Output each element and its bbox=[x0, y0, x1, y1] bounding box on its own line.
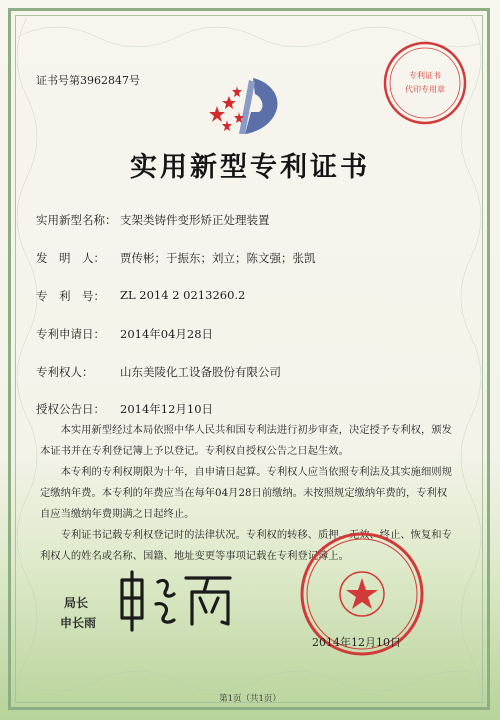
signature bbox=[112, 568, 244, 640]
grant-date-value: 2014年12月10日 bbox=[120, 402, 214, 416]
chief-name: 申长雨 bbox=[60, 616, 97, 630]
grant-date-label: 授权公告日： bbox=[36, 402, 105, 416]
body-paragraph-2: 本专利的专利权期限为十年，自申请日起算。专利权人应当依照专利法及其实施细则规定缴纳年费。本专利的年费应当在每年04月28日前缴纳。未按照规定缴纳年费的，专利权自应当缴纳年费期满之日起终止。 bbox=[40, 466, 452, 520]
body-paragraph-1: 本实用新型经过本局依照中华人民共和国专利法进行初步审查，决定授予专利权，颁发本证书并在专利登记簿上予以登记。专利权自授权公告之日起生效。 bbox=[40, 424, 452, 457]
patent-number-value: ZL 2014 2 0213260.2 bbox=[120, 288, 246, 302]
chief-title: 局长 bbox=[64, 596, 89, 610]
top-red-seal bbox=[382, 40, 468, 130]
name-label: 实用新型名称： bbox=[36, 213, 117, 227]
body-paragraph-3: 专利证书记载专利权登记时的法律状况。专利权的转移、质押、无效、终止、恢复和专利权人的姓名或名称、国籍、地址变更等事项记载在专利登记簿上。 bbox=[40, 529, 452, 562]
sipo-emblem bbox=[205, 72, 297, 146]
patent-holder-value: 山东美陵化工设备股份有限公司 bbox=[120, 365, 281, 379]
certificate-title: 实用新型专利证书 bbox=[130, 152, 370, 183]
seal-date: 2014年12月10日 bbox=[312, 636, 401, 649]
certificate-number: 证书号第3962847号 bbox=[36, 74, 140, 87]
top-seal-line-2: 代印专用章 bbox=[405, 85, 445, 94]
top-seal-line-1: 专利证书 bbox=[409, 71, 441, 80]
filing-date-value: 2014年04月28日 bbox=[120, 327, 214, 341]
patent-number-label: 专 利 号： bbox=[36, 289, 105, 303]
page-indicator: 第1页（共1页） bbox=[219, 694, 281, 704]
inventor-value: 贾传彬；于振东；刘立；陈文强；张凯 bbox=[120, 251, 316, 265]
inventor-label: 发 明 人： bbox=[36, 251, 105, 265]
patent-holder-label: 专利权人： bbox=[36, 365, 94, 379]
name-value: 支架类铸件变形矫正处理装置 bbox=[120, 213, 270, 227]
filing-date-label: 专利申请日： bbox=[36, 327, 105, 341]
